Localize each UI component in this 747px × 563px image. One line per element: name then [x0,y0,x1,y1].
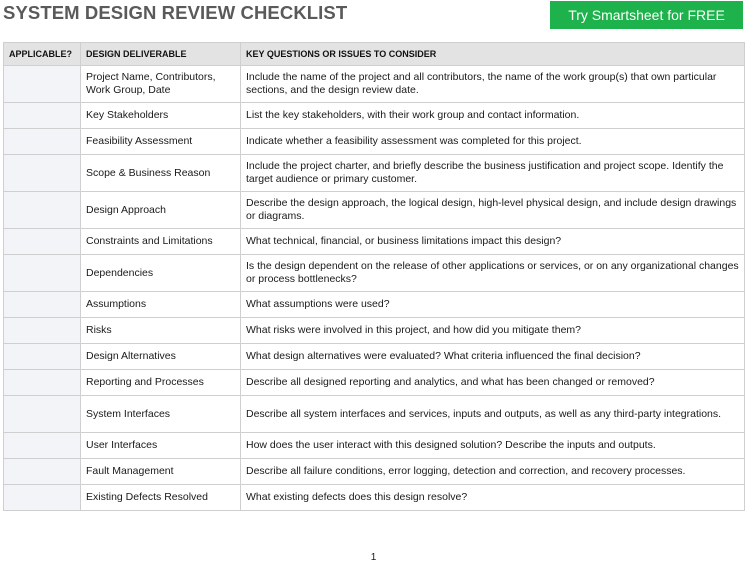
questions-cell: How does the user interact with this designed solution? Describe the inputs and outputs. [241,433,745,459]
deliverable-cell: Design Approach [81,192,241,229]
deliverable-cell: Risks [81,318,241,344]
applicable-cell[interactable] [4,433,81,459]
table-header-row [4,43,745,66]
questions-cell: Indicate whether a feasibility assessment was completed for this project. [241,129,745,155]
table-row [4,459,745,485]
page-number: 1 [370,552,377,563]
applicable-cell[interactable] [4,459,81,485]
table-row [4,396,745,433]
applicable-cell[interactable] [4,229,81,255]
table-row [4,344,745,370]
questions-cell: Is the design dependent on the release of other applications or services, or on any organizational changes or process bottlenecks? [241,255,745,292]
page-title: SYSTEM DESIGN REVIEW CHECKLIST [3,2,348,23]
table-row [4,318,745,344]
questions-cell: Include the name of the project and all contributors, the name of the work group(s) that own particular sections, and the design review date. [241,66,745,103]
deliverable-cell: System Interfaces [81,396,241,433]
applicable-cell[interactable] [4,396,81,433]
table-row [4,485,745,511]
deliverable-cell: Constraints and Limitations [81,229,241,255]
checklist-table [3,42,745,511]
applicable-cell[interactable] [4,103,81,129]
deliverable-cell: Project Name, Contributors, Work Group, Date [81,66,241,103]
questions-cell: What technical, financial, or business limitations impact this design? [241,229,745,255]
applicable-cell[interactable] [4,192,81,229]
deliverable-cell: Scope & Business Reason [81,155,241,192]
try-smartsheet-button[interactable]: Try Smartsheet for FREE [550,1,743,29]
questions-cell: Describe all system interfaces and services, inputs and outputs, as well as any third-party integrations. [241,396,745,433]
table-row [4,155,745,192]
questions-cell: What existing defects does this design resolve? [241,485,745,511]
applicable-cell[interactable] [4,155,81,192]
deliverable-cell: User Interfaces [81,433,241,459]
table-row [4,433,745,459]
table-row [4,229,745,255]
table-row [4,103,745,129]
questions-cell: Describe the design approach, the logical design, high-level physical design, and include design drawings or diagrams. [241,192,745,229]
applicable-cell[interactable] [4,318,81,344]
deliverable-cell: Assumptions [81,292,241,318]
questions-cell: List the key stakeholders, with their work group and contact information. [241,103,745,129]
applicable-cell[interactable] [4,66,81,103]
table-row [4,255,745,292]
column-header-deliverable: DESIGN DELIVERABLE [81,43,241,66]
deliverable-cell: Existing Defects Resolved [81,485,241,511]
table-row [4,292,745,318]
questions-cell: Describe all failure conditions, error logging, detection and correction, and recovery processes. [241,459,745,485]
column-header-applicable: APPLICABLE? [4,43,81,66]
deliverable-cell: Key Stakeholders [81,103,241,129]
table-row [4,66,745,103]
column-header-questions: KEY QUESTIONS OR ISSUES TO CONSIDER [241,43,745,66]
deliverable-cell: Reporting and Processes [81,370,241,396]
table-row [4,129,745,155]
questions-cell: What design alternatives were evaluated? What criteria influenced the final decision? [241,344,745,370]
applicable-cell[interactable] [4,292,81,318]
table-row [4,192,745,229]
questions-cell: What assumptions were used? [241,292,745,318]
table-row [4,370,745,396]
applicable-cell[interactable] [4,255,81,292]
applicable-cell[interactable] [4,129,81,155]
questions-cell: Describe all designed reporting and analytics, and what has been changed or removed? [241,370,745,396]
deliverable-cell: Dependencies [81,255,241,292]
applicable-cell[interactable] [4,485,81,511]
deliverable-cell: Fault Management [81,459,241,485]
questions-cell: What risks were involved in this project, and how did you mitigate them? [241,318,745,344]
applicable-cell[interactable] [4,344,81,370]
deliverable-cell: Feasibility Assessment [81,129,241,155]
questions-cell: Include the project charter, and briefly describe the business justification and project scope. Identify the target audience or primary customer. [241,155,745,192]
applicable-cell[interactable] [4,370,81,396]
deliverable-cell: Design Alternatives [81,344,241,370]
